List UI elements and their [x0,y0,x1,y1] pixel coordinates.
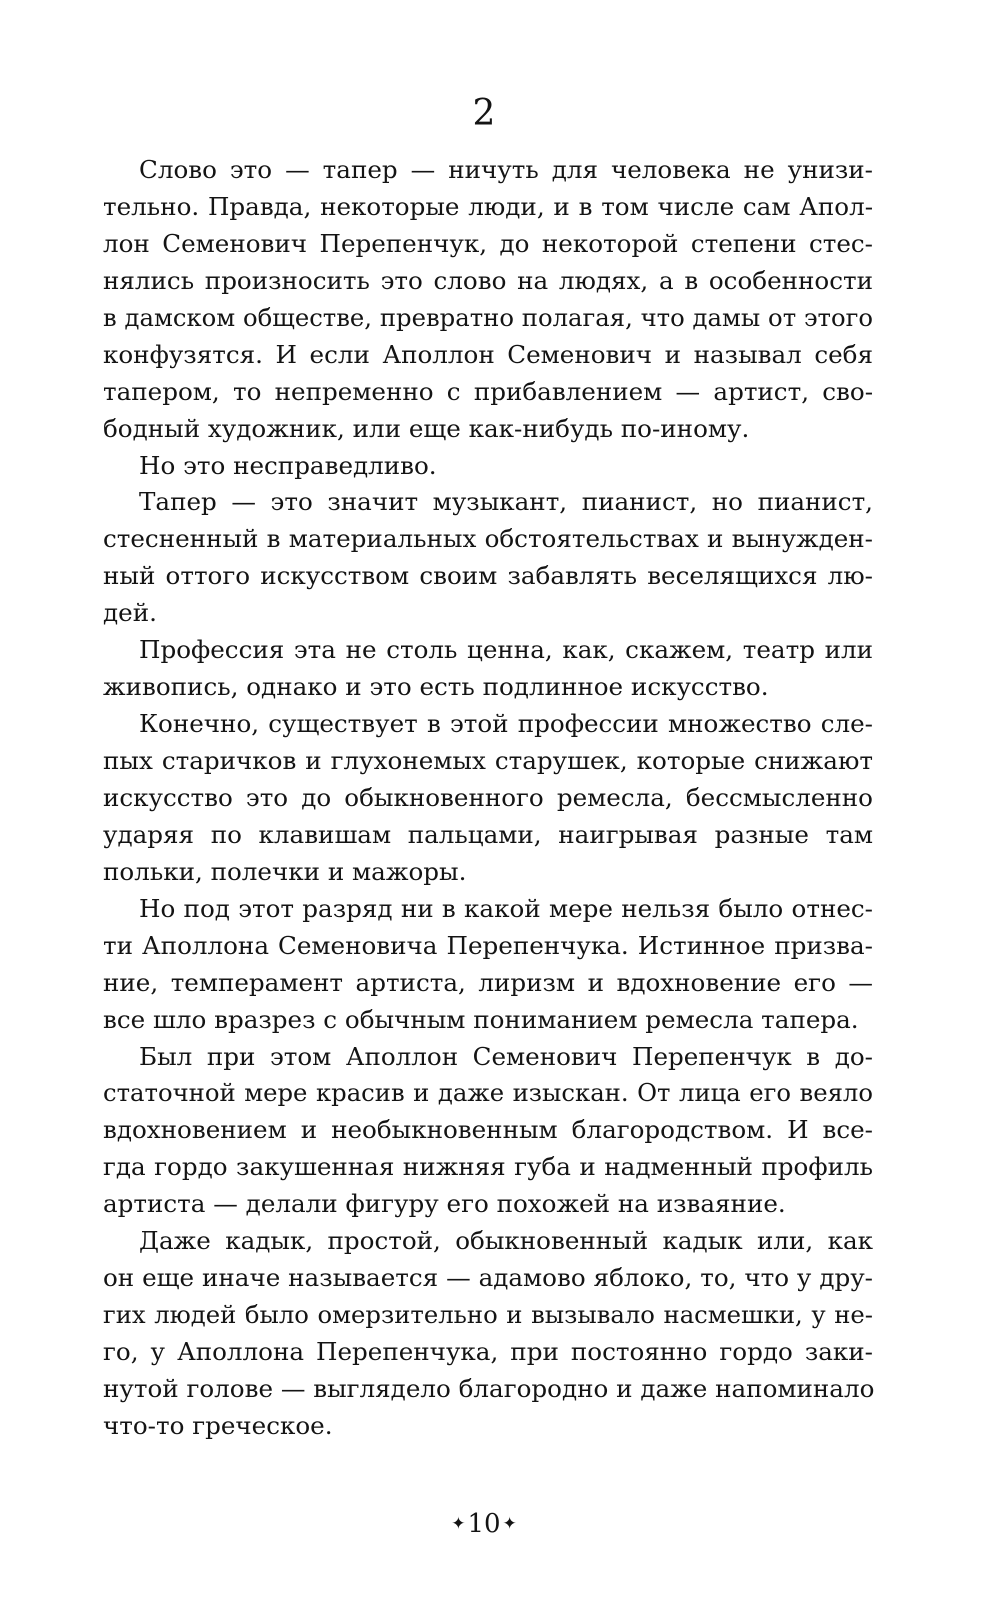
text-line: дей. [103,598,157,628]
text-line: Конечно, существует в этой профессии множество сле- [139,709,873,739]
text-line: что-то греческое. [103,1410,333,1440]
text-line: все шло вразрез с обычным пониманием ремесла тапера. [103,1004,859,1034]
text-line: пых старичков и глухонемых старушек, которые снижают [103,746,873,775]
text-line: живопись, однако и это есть подлинное искусство. [103,672,769,702]
text-line: Тапер — это значит музыкант, пианист, но пианист, [139,487,873,517]
text-line: Даже кадык, простой, обыкновенный кадык или, как [139,1226,873,1256]
text-line: Но под этот разряд ни в какой мере нельзя было отнес- [139,893,873,923]
text-line: Профессия эта не столь ценна, как, скажем, театр или [139,635,873,665]
text-line: Слово это — тапер — ничуть для человека не унизи- [139,155,873,184]
text-line: конфузятся. И если Аполлон Семенович и называл себя [103,339,873,369]
text-line: в дамском обществе, превратно полагая, что дамы от этого [103,302,873,332]
text-line: гда гордо закушенная нижняя губа и надменный профиль [103,1152,873,1182]
text-line: тельно. Правда, некоторые люди, и в том числе сам Апол- [103,191,873,221]
text-line: Но это несправедливо. [139,450,437,480]
text-line: артиста — делали фигуру его похожей на изваяние. [103,1189,786,1219]
text-line: Был при этом Аполлон Семенович Перепенчук в до- [139,1041,873,1071]
text-line: он еще иначе называется — адамово яблоко, то, что у дру- [103,1263,873,1293]
text-line: лон Семенович Перепенчук, до некоторой степени стес- [103,228,873,258]
text-line: нялись произносить это слово на людях, а в особенности [103,265,873,295]
text-line: ударяя по клавишам пальцами, наигрывая разные там [103,819,873,849]
text-line: ти Аполлона Семеновича Перепенчука. Истинное призва- [103,930,873,960]
text-line: бодный художник, или еще как-нибудь по-иному. [103,413,750,443]
text-line: вдохновением и необыкновенным благородством. И все- [103,1115,873,1145]
text-line: ние, темперамент артиста, лиризм и вдохновение его — [103,967,873,997]
text-line: искусство это до обыкновенного ремесла, бессмысленно [103,782,873,812]
body-text [103,152,873,1445]
text-line: польки, полечки и мажоры. [103,856,467,886]
chapter-number: 2 [472,93,496,134]
text-line: ный оттого искусством своим забавлять веселящихся лю- [103,561,873,591]
text-line: го, у Аполлона Перепенчука, при постоянно гордо заки- [103,1337,873,1366]
text-line: тапером, то непременно с прибавлением — артист, сво- [103,376,873,406]
star-ornament-icon: ✦ [502,1514,517,1534]
page-number: 10 [467,1509,501,1539]
text-line: гих людей было омерзительно и вызывало насмешки, у не- [103,1300,873,1330]
text-line: нутой голове — выглядело благородно и даже напоминало [103,1373,875,1403]
star-ornament-icon: ✦ [451,1514,466,1534]
text-line: стесненный в материальных обстоятельствах и вынужден- [103,524,873,554]
text-line: статочной мере красив и даже изыскан. От лица его веяло [103,1078,873,1108]
page-number-footer [0,1508,968,1540]
